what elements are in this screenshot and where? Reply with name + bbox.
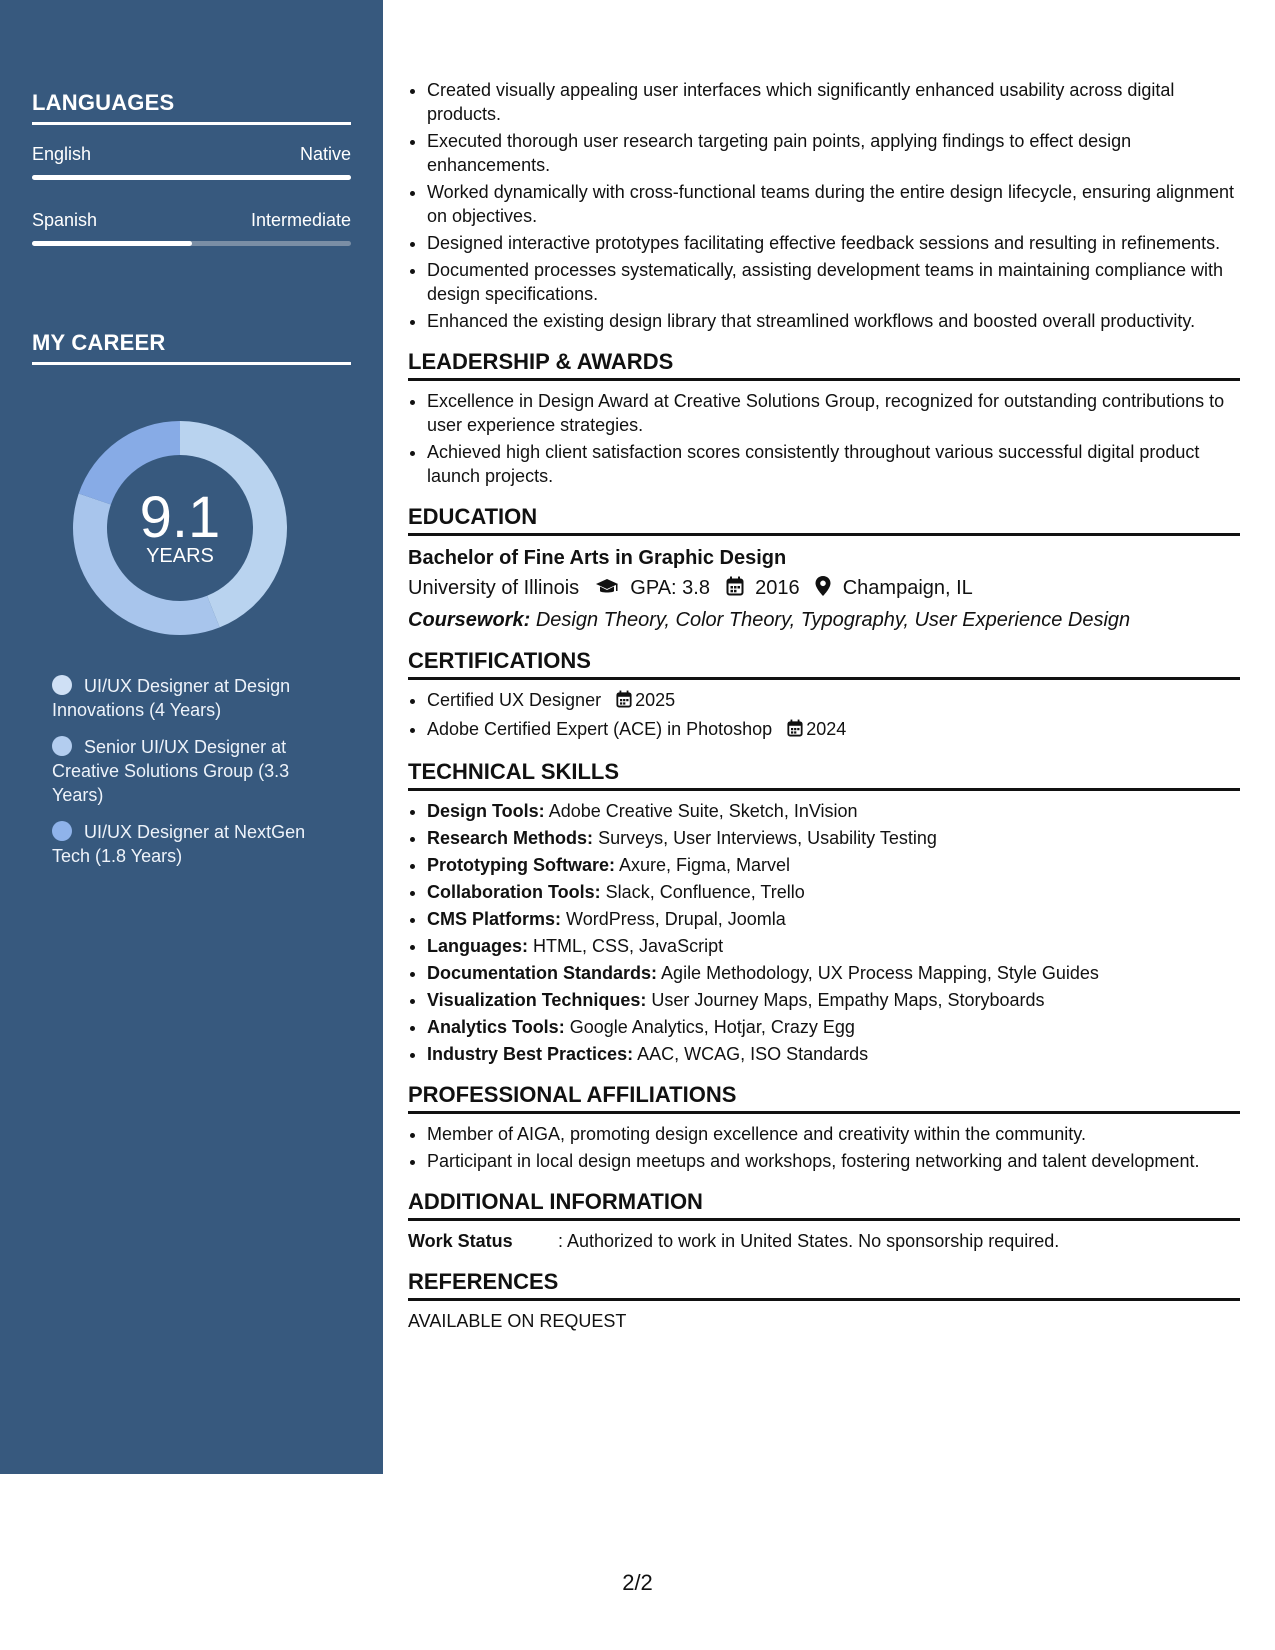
education-location: Champaign, IL [842,577,973,599]
affiliation-item: • Member of AIGA, promoting design excellence and creativity within the community. [427,1122,1240,1146]
education-heading: EDUCATION [408,505,1240,536]
career-item-text: UI/UX Designer at NextGen Tech (1.8 Years) [52,822,306,866]
career-item [52,735,332,807]
experience-bullet: • Documented processes systematically, assisting development teams in maintaining compliance with design specifications. [427,258,1240,306]
calendar-icon [616,690,632,714]
certification-name: Adobe Certified Expert (ACE) in Photoshop [427,719,773,739]
skill-label: Languages: [427,936,529,956]
affiliation-item: • Participant in local design meetups and workshops, fostering networking and talent development. [427,1149,1240,1173]
affiliations-list [408,1122,1240,1173]
language-name: English [32,144,92,164]
leadership-item: • Excellence in Design Award at Creative Solutions Group, recognized for outstanding contributions to user experience strategies. [427,389,1240,437]
career-item [52,674,332,722]
experience-bullet: • Designed interactive prototypes facilitating effective feedback sessions and resulting in refinements. [427,231,1240,255]
skill-item [427,853,1240,877]
education-gpa: GPA: 3.8 [630,577,710,599]
career-years-label: YEARS [146,545,214,567]
skill-value: Slack, Confluence, Trello [605,882,805,902]
skill-value: AAC, WCAG, ISO Standards [637,1044,869,1064]
language-level: Intermediate [250,210,351,230]
skill-item [427,907,1240,931]
language-proficiency-bar [32,241,351,246]
experience-bullet: • Executed thorough user research targeting pain points, applying findings to effect design enhancements. [427,129,1240,177]
coursework-text: Design Theory, Color Theory, Typography, User Experience Design [535,609,1131,631]
language-level: Native [299,144,351,164]
certifications-heading: CERTIFICATIONS [408,649,1240,680]
legend-dot [52,736,72,756]
career-total-years: 9.1 [139,485,221,550]
skill-label: Design Tools: [427,801,545,821]
language-proficiency-fill [32,175,351,180]
references-text: AVAILABLE ON REQUEST [408,1311,627,1331]
skill-value: Agile Methodology, UX Process Mapping, Style Guides [661,963,1099,983]
skill-item [427,799,1240,823]
career-item-text: Senior UI/UX Designer at Creative Solutions Group (3.3 Years) [52,737,290,805]
calendar-icon [726,576,744,602]
experience-bullets [408,78,1240,333]
skill-label: Visualization Techniques: [427,990,647,1010]
main-content [408,78,1240,1333]
skill-value: HTML, CSS, JavaScript [533,936,724,956]
skills-heading: TECHNICAL SKILLS [408,760,1240,791]
certification-year: 2024 [806,719,847,739]
skill-item [427,961,1240,985]
skill-item [427,934,1240,958]
legend-dot [52,675,72,695]
language-name: Spanish [32,210,98,230]
sidebar [0,0,383,1474]
skill-label: Analytics Tools: [427,1017,565,1037]
career-item-text: UI/UX Designer at Design Innovations (4 Years) [52,676,291,720]
work-status-label: Work Status [408,1231,513,1251]
experience-bullet: • Created visually appealing user interfaces which significantly enhanced usability across digital products. [427,78,1240,126]
skill-item [427,988,1240,1012]
skill-value: Google Analytics, Hotjar, Crazy Egg [569,1017,855,1037]
skill-label: Documentation Standards: [427,963,658,983]
work-status-row [408,1229,1240,1253]
coursework-label: Coursework: [408,609,531,631]
experience-bullet: • Worked dynamically with cross-functional teams during the entire design lifecycle, ensuring alignment on objectives. [427,180,1240,228]
leadership-heading: LEADERSHIP & AWARDS [408,350,1240,381]
career-list [52,674,332,881]
calendar-icon [787,719,803,743]
education-school: University of Illinois [408,577,580,599]
experience-bullet: • Enhanced the existing design library that streamlined workflows and boosted overall productivity. [427,309,1240,333]
additional-info-heading: ADDITIONAL INFORMATION [408,1190,1240,1221]
skill-value: Adobe Creative Suite, Sketch, InVision [548,801,858,821]
education-coursework [408,608,1240,632]
certification-year: 2025 [635,690,676,710]
skill-value: Axure, Figma, Marvel [619,855,791,875]
skill-label: CMS Platforms: [427,909,562,929]
skill-item [427,1042,1240,1066]
certifications-list [408,688,1240,743]
leadership-list [408,389,1240,488]
career-heading: MY CAREER [32,330,351,365]
skill-value: Surveys, User Interviews, Usability Testing [598,828,937,848]
education-details [408,576,1240,602]
skill-label: Collaboration Tools: [427,882,601,902]
certification-name: Certified UX Designer [427,690,602,710]
graduation-cap-icon [595,578,619,602]
certification-item [427,688,1240,714]
education-year: 2016 [755,577,800,599]
skills-list [408,799,1240,1066]
leadership-item: • Achieved high client satisfaction scores consistently throughout various successful digital product launch projects. [427,440,1240,488]
skill-item [427,880,1240,904]
certification-item [427,717,1240,743]
map-pin-icon [815,576,831,602]
education-degree: Bachelor of Fine Arts in Graphic Design [408,547,787,569]
work-status-value: : Authorized to work in United States. No sponsorship required. [558,1231,1060,1251]
language-proficiency-bar [32,175,351,180]
language-proficiency-fill [32,241,192,246]
skill-item [427,1015,1240,1039]
skill-label: Prototyping Software: [427,855,615,875]
skill-value: User Journey Maps, Empathy Maps, Storyboards [651,990,1045,1010]
career-donut-chart [67,415,293,641]
career-item [52,820,332,868]
skill-label: Research Methods: [427,828,594,848]
legend-dot [52,821,72,841]
references-heading: REFERENCES [408,1270,1240,1301]
skill-label: Industry Best Practices: [427,1044,634,1064]
skill-item [427,826,1240,850]
affiliations-heading: PROFESSIONAL AFFILIATIONS [408,1083,1240,1114]
languages-heading: LANGUAGES [32,90,351,125]
page-number: 2/2 [622,1570,653,1595]
skill-value: WordPress, Drupal, Joomla [566,909,786,929]
